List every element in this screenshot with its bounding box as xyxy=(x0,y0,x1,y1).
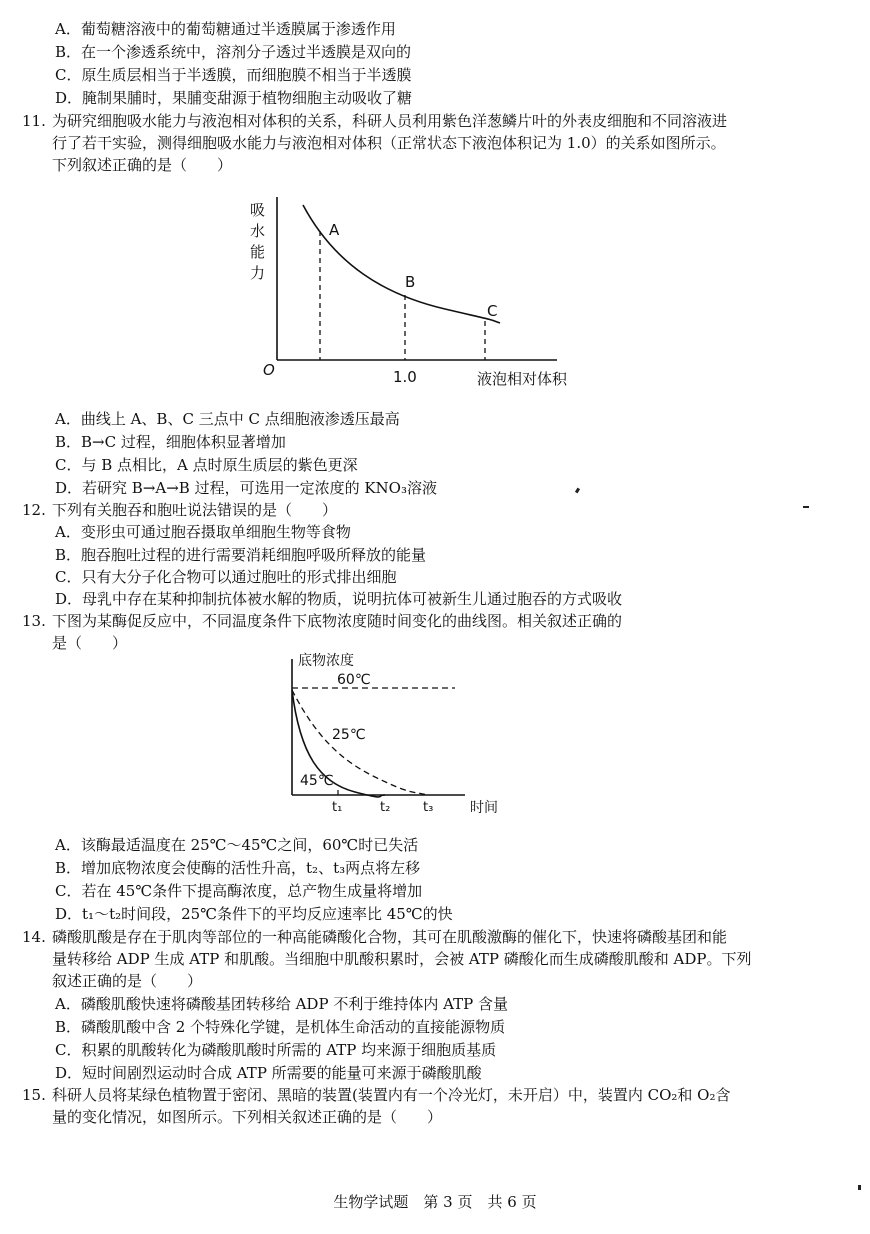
q11-figure xyxy=(225,185,595,405)
q11-stem-line2: 行了若干实验，测得细胞吸水能力与液泡相对体积（正常状态下液泡体积记为 1.0）的关系如图所示。 xyxy=(52,134,726,152)
q11-xtick-label: 1.0 xyxy=(393,368,417,386)
q13-number: 13. xyxy=(22,612,46,630)
q13-label-45: 45℃ xyxy=(300,773,334,789)
q15-number: 15. xyxy=(22,1086,46,1104)
q11-origin-label: O xyxy=(263,361,275,379)
q13-option-a: A．该酶最适温度在 25℃～45℃之间，60℃时已失活 xyxy=(55,836,419,854)
q15-stem-line1: 科研人员将某绿色植物置于密闭、黑暗的装置(装置内有一个冷光灯，未开启）中，装置内 CO₂和 O₂含 xyxy=(52,1086,731,1104)
q12-option-d: D．母乳中存在某种抑制抗体被水解的物质，说明抗体可被新生儿通过胞吞的方式吸收 xyxy=(55,590,623,608)
q14-option-c: C．积累的肌酸转化为磷酸肌酸时所需的 ATP 均来源于细胞质基质 xyxy=(55,1041,497,1059)
q13-t3-label: t₃ xyxy=(423,800,434,815)
q14-stem-line2: 量转移给 ADP 生成 ATP 和肌酸。当细胞中肌酸积累时，会被 ATP 磷酸化而生成磷酸肌酸和 ADP。下列 xyxy=(52,950,752,968)
q11-ylabel-char1: 吸 xyxy=(250,201,266,219)
q12-option-b: B．胞吞胞吐过程的进行需要消耗细胞呼吸所释放的能量 xyxy=(55,546,427,564)
q13-ylabel: 底物浓度 xyxy=(298,653,354,669)
q11-ylabel-char2: 水 xyxy=(250,222,266,240)
q14-number: 14. xyxy=(22,928,46,946)
q11-option-b: B．B→C 过程，细胞体积显著增加 xyxy=(55,433,286,451)
q11-number: 11. xyxy=(22,112,46,130)
q12-option-a: A．变形虫可通过胞吞摄取单细胞生物等食物 xyxy=(55,523,351,541)
q11-point-c-label: C xyxy=(487,302,498,320)
q11-option-c: C．与 B 点相比，A 点时原生质层的紫色更深 xyxy=(55,456,358,474)
q11-xlabel: 液泡相对体积 xyxy=(477,370,568,388)
q13-xlabel: 时间 xyxy=(470,800,498,816)
q11-point-b-label: B xyxy=(405,273,416,291)
q13-t1-label: t₁ xyxy=(332,800,343,815)
q13-label-25: 25℃ xyxy=(332,727,366,743)
q14-option-b: B．磷酸肌酸中含 2 个特殊化学键，是机体生命活动的直接能源物质 xyxy=(55,1018,506,1036)
q13-option-b: B．增加底物浓度会使酶的活性升高，t₂、t₃两点将左移 xyxy=(55,859,421,877)
q13-stem-line1: 下图为某酶促反应中，不同温度条件下底物浓度随时间变化的曲线图。相关叙述正确的 xyxy=(52,612,623,630)
q11-ylabel-char3: 能 xyxy=(250,243,266,261)
q11-option-d: D．若研究 B→A→B 过程，可选用一定浓度的 KNO₃溶液 xyxy=(55,479,437,497)
q10-option-a: A．葡萄糖溶液中的葡萄糖通过半透膜属于渗透作用 xyxy=(55,20,396,38)
q13-t2-label: t₂ xyxy=(380,800,391,815)
q11-option-a: A．曲线上 A、B、C 三点中 C 点细胞液渗透压最高 xyxy=(55,410,400,428)
q10-option-c: C．原生质层相当于半透膜，而细胞膜不相当于半透膜 xyxy=(55,66,412,84)
scan-speck xyxy=(803,506,809,508)
q13-figure xyxy=(270,645,520,820)
scan-speck xyxy=(858,1185,861,1190)
q13-stem-line2: 是（ ） xyxy=(52,634,128,652)
q13-label-60: 60℃ xyxy=(337,672,371,688)
q10-option-d: D．腌制果脯时，果脯变甜源于植物细胞主动吸收了糖 xyxy=(55,89,413,107)
q11-stem-line1: 为研究细胞吸水能力与液泡相对体积的关系，科研人员利用紫色洋葱鳞片叶的外表皮细胞和不同溶液进 xyxy=(52,112,728,130)
q11-stem-line3: 下列叙述正确的是（ ） xyxy=(52,156,233,174)
q14-stem-line3: 叙述正确的是（ ） xyxy=(52,972,203,990)
q14-option-a: A．磷酸肌酸快速将磷酸基团转移给 ADP 不利于维持体内 ATP 含量 xyxy=(55,995,508,1013)
q11-ylabel-char4: 力 xyxy=(250,264,266,282)
q14-option-d: D．短时间剧烈运动时合成 ATP 所需要的能量可来源于磷酸肌酸 xyxy=(55,1064,482,1082)
q12-stem: 下列有关胞吞和胞吐说法错误的是（ ） xyxy=(52,501,338,519)
q13-option-d: D．t₁～t₂时间段，25℃条件下的平均反应速率比 45℃的快 xyxy=(55,905,453,923)
page-footer: 生物学试题 第 3 页 共 6 页 xyxy=(333,1193,537,1211)
scan-speck xyxy=(575,488,580,494)
q12-option-c: C．只有大分子化合物可以通过胞吐的形式排出细胞 xyxy=(55,568,397,586)
q13-option-c: C．若在 45℃条件下提高酶浓度，总产物生成量将增加 xyxy=(55,882,423,900)
q10-option-b: B．在一个渗透系统中，溶剂分子透过半透膜是双向的 xyxy=(55,43,412,61)
q14-stem-line1: 磷酸肌酸是存在于肌肉等部位的一种高能磷酸化合物，其可在肌酸激酶的催化下，快速将磷酸基团和能 xyxy=(52,928,728,946)
q12-number: 12. xyxy=(22,501,46,519)
q11-point-a-label: A xyxy=(329,221,340,239)
q15-stem-line2: 量的变化情况，如图所示。下列相关叙述正确的是（ ） xyxy=(52,1108,443,1126)
